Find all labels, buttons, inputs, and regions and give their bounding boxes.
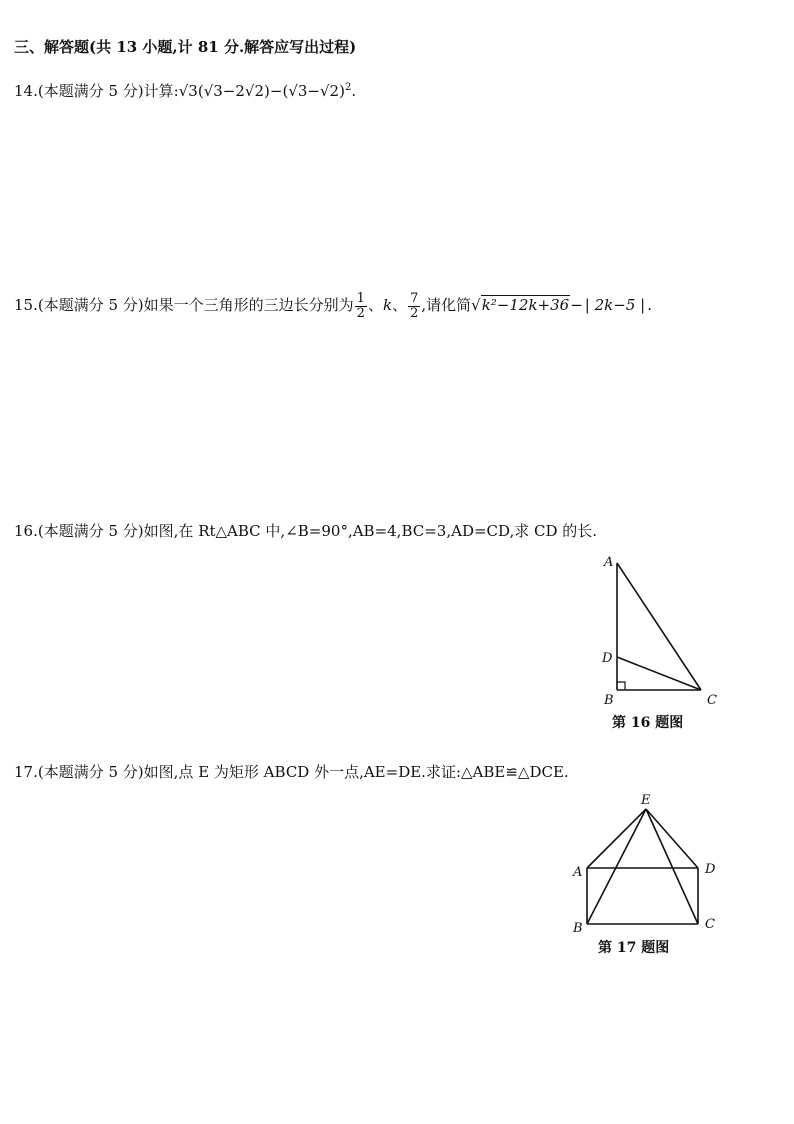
fig16-segment-dc — [617, 657, 701, 690]
q15-separator: 、 — [367, 296, 383, 315]
q17-text: 如图,点 E 为矩形 ABCD 外一点,AE=DE.求证:△ABE≌△DCE. — [143, 763, 569, 781]
fig16-segment-ac — [617, 563, 701, 690]
fig17-label-e: E — [641, 793, 651, 808]
q15-variable-k: k — [382, 296, 393, 315]
q16-points: (本题满分 5 分) — [37, 522, 144, 540]
q15-prompt: 如果一个三角形的三边长分别为 — [143, 296, 354, 315]
fig17-label-d: D — [705, 862, 716, 877]
fig17-segment-eb — [587, 809, 646, 924]
q15-absolute-value: | 2k−5 | — [584, 296, 646, 315]
fig17-segment-ec — [646, 809, 698, 924]
q15-prompt-2: ,请化简 — [421, 296, 472, 315]
q15-sqrt-expression: √k²−12k+36 — [471, 296, 570, 315]
figure-16 — [590, 550, 730, 710]
q14-expression: $√3(√3-2√2)-(√3-√2)^2$. — [178, 82, 357, 100]
fig17-label-c: C — [705, 917, 715, 932]
figure-17-caption: 第 17 题图 — [598, 940, 670, 956]
fig16-label-b: B — [604, 693, 614, 708]
q14-prompt: 计算: — [143, 82, 179, 100]
q15-fraction-seven-halves: $\frac{7}{2}$ — [410, 291, 419, 321]
question-15 — [14, 292, 652, 320]
q15-separator: 、 — [392, 296, 408, 315]
q16-number: 16. — [14, 522, 38, 540]
fig16-label-c: C — [707, 693, 717, 708]
q15-end: . — [647, 296, 652, 315]
q15-minus: − — [570, 296, 583, 315]
q15-fraction-half: $\frac{1}{2}$ — [356, 291, 365, 321]
question-16 — [14, 520, 597, 541]
q17-number: 17. — [14, 763, 38, 781]
figure-16-caption: 第 16 题图 — [612, 715, 684, 731]
q16-text: 如图,在 Rt△ABC 中,∠B=90°,AB=4,BC=3,AD=CD,求 CD 的长. — [143, 522, 598, 540]
q15-number: 15. — [14, 296, 38, 315]
fig17-label-a: A — [573, 865, 583, 880]
fig16-label-d: D — [602, 651, 613, 666]
q15-points: (本题满分 5 分) — [37, 296, 144, 315]
question-17 — [14, 761, 569, 782]
section-header: 三、解答题(共 13 小题,计 81 分.解答应写出过程) — [14, 38, 357, 56]
fig16-label-a: A — [604, 555, 614, 570]
fig17-segment-ea — [587, 809, 646, 868]
fig17-segment-ed — [646, 809, 698, 868]
fig17-label-b: B — [573, 921, 583, 936]
q14-number: 14. — [14, 82, 38, 100]
figure-17 — [566, 788, 726, 938]
question-14 — [14, 80, 356, 101]
q14-points: (本题满分 5 分) — [37, 82, 144, 100]
q17-points: (本题满分 5 分) — [37, 763, 144, 781]
fig16-right-angle-mark — [617, 682, 625, 690]
